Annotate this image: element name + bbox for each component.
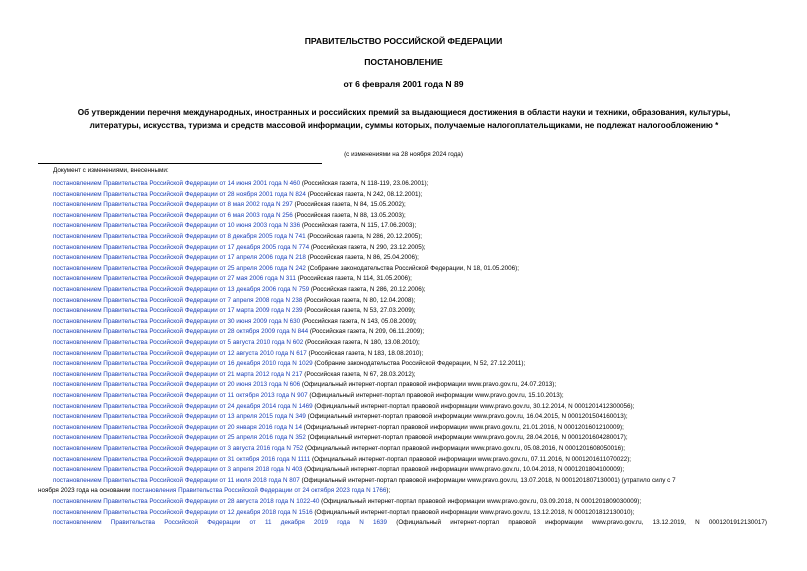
- edition-link[interactable]: постановлением Правительства Российской Федерации от 3 августа 2016 года N 752: [53, 445, 304, 452]
- document-title-line: литературы, искусства, туризма и средств массовой информации, суммы которых, получаемые налогоплательщиками, не подлежат налогообложению *: [89, 121, 719, 130]
- edition-item: [53, 233, 422, 241]
- edition-source: (Официальный интернет-портал правовой информации www.pravo.gov.ru, 10.04.2018, N 0001201804100009);: [302, 466, 625, 474]
- edition-source: (Российская газета, N 88, 13.05.2003);: [292, 211, 406, 219]
- edition-link[interactable]: постановлением Правительства Российской Федерации от 28 августа 2018 года N 1022-40: [53, 498, 320, 505]
- document-date-number: от 6 февраля 2001 года N 89: [343, 79, 464, 89]
- edition-link[interactable]: постановлением Правительства Российской Федерации от 6 мая 2003 года N 256: [53, 211, 293, 219]
- edition-link[interactable]: постановлением Правительства Российской Федерации от 5 августа 2010 года N 602: [53, 339, 304, 346]
- edition-item: [53, 519, 767, 527]
- edition-item: [53, 403, 634, 411]
- edition-item: [53, 201, 406, 209]
- edition-item: [53, 434, 628, 442]
- edition-item: [53, 424, 624, 432]
- edition-source: (Российская газета, N 242, 08.12.2001);: [305, 190, 423, 198]
- edition-source: (Собрание законодательства Российской Федерации, N 52, 27.12.2011);: [312, 360, 526, 368]
- edition-source: (Официальный интернет-портал правовой информации www.pravo.gov.ru, 07.11.2016, N 0001201611070022);: [310, 455, 632, 463]
- edition-item: [53, 371, 416, 379]
- edition-item: [53, 212, 406, 220]
- edition-link[interactable]: постановлением Правительства Российской Федерации от 31 октября 2016 года N 1111: [53, 455, 311, 463]
- edition-link[interactable]: постановлением Правительства Российской Федерации от 20 июня 2013 года N 606: [53, 381, 301, 389]
- edition-item: [53, 244, 426, 252]
- edition-source: );: [386, 487, 391, 495]
- edition-item: [53, 456, 631, 464]
- edition-source: (Российская газета, N 180, 13.08.2010);: [303, 339, 420, 346]
- edition-source: (Российская газета, N 115, 17.06.2003);: [300, 222, 417, 230]
- editions-intro: Документ с изменениями, внесенными:: [53, 167, 169, 174]
- divider: [38, 163, 322, 164]
- edition-item: [53, 180, 428, 188]
- edition-link[interactable]: постановлением Правительства Российской Федерации от 3 апреля 2018 года N 403: [53, 466, 303, 474]
- edition-link[interactable]: постановлением Правительства Российской Федерации от 13 декабря 2006 года N 759: [53, 286, 310, 293]
- edition-link[interactable]: постановлением Правительства Российской Федерации от 27 мая 2006 года N 311: [53, 275, 296, 283]
- edition-source: (Российская газета, N 286, 20.12.2006);: [309, 286, 426, 293]
- edition-source: (Российская газета, N 143, 05.08.2009);: [300, 317, 417, 325]
- edition-link[interactable]: постановлением Правительства Российской Федерации от 13 апреля 2015 года N 349: [53, 413, 306, 421]
- edition-item: [53, 392, 564, 400]
- changes-note: (с изменениями на 28 ноября 2024 года): [344, 151, 463, 158]
- edition-source: (Российская газета, N 286, 20.12.2005);: [305, 233, 423, 240]
- edition-source: (Российская газета, N 53, 27.03.2009);: [302, 307, 416, 315]
- edition-link[interactable]: постановлением Правительства Российской Федерации от 17 декабря 2005 года N 774: [53, 243, 310, 251]
- edition-link[interactable]: постановлением Правительства Российской Федерации от 8 декабря 2005 года N 741: [53, 233, 306, 240]
- edition-link[interactable]: постановлением Правительства Российской Федерации от 7 апреля 2008 года N 238: [53, 296, 303, 304]
- edition-link[interactable]: постановлением Правительства Российской Федерации от 11 июля 2018 года N 807: [53, 476, 300, 484]
- edition-source: (Официальный интернет-портал правовой информации www.pravo.gov.ru, 13.07.2018, N 0001201807130001) (утратило силу с 7: [299, 476, 676, 484]
- edition-link[interactable]: постановлением Правительства Российской Федерации от 24 декабря 2014 года N 1469: [53, 402, 313, 410]
- edition-item: [53, 445, 625, 453]
- edition-source: (Российская газета, N 118-119, 23.06.2001);: [300, 180, 429, 187]
- edition-link[interactable]: постановлением Правительства Российской Федерации от 25 апреля 2016 года N 352: [53, 434, 306, 442]
- edition-item: [53, 318, 417, 326]
- edition-source: (Официальный интернет-портал правовой информации www.pravo.gov.ru, 03.09.2018, N 0001201809030009);: [319, 498, 642, 505]
- edition-item: [53, 191, 422, 199]
- edition-link[interactable]: постановлением Правительства Российской Федерации от 20 января 2016 года N 14: [53, 423, 303, 431]
- edition-link[interactable]: постановлением Правительства Российской Федерации от 12 декабря 2018 года N 1516: [53, 508, 313, 516]
- edition-source: (Российская газета, N 114, 31.05.2006);: [295, 275, 412, 283]
- edition-source: (Российская газета, N 183, 18.08.2010);: [306, 349, 424, 357]
- edition-item: [53, 360, 525, 368]
- edition-source: (Официальный интернет-портал правовой информации www.pravo.gov.ru, 24.07.2013);: [300, 381, 557, 389]
- edition-link[interactable]: постановлением Правительства Российской Федерации от 28 ноября 2001 года N 824: [53, 190, 306, 198]
- document-title: [48, 106, 760, 132]
- edition-link[interactable]: постановлением Правительства Российской Федерации от 12 августа 2010 года N 617: [53, 349, 307, 357]
- edition-link[interactable]: постановлением Правительства Российской Федерации от 25 апреля 2006 года N 242: [53, 264, 306, 272]
- edition-link[interactable]: постановления Правительства Российской Федерации от 24 октября 2023 года N 1766: [132, 487, 387, 495]
- edition-item: [53, 275, 412, 283]
- edition-source: (Российская газета, N 209, 06.11.2009);: [308, 328, 425, 336]
- edition-prefix: ноября 2023 года на основании: [38, 487, 133, 495]
- edition-item: [53, 477, 676, 485]
- edition-item: [53, 339, 420, 347]
- edition-item: [53, 222, 416, 230]
- edition-source: (Официальный интернет-портал правовой информации www.pravo.gov.ru, 28.04.2016, N 0001201604280017);: [305, 434, 628, 442]
- edition-link[interactable]: постановлением Правительства Российской Федерации от 11 октября 2013 года N 907: [53, 392, 308, 399]
- edition-item: [53, 286, 426, 294]
- edition-item: [53, 466, 624, 474]
- edition-item: [53, 350, 423, 358]
- edition-item: [53, 297, 415, 305]
- edition-source: (Собрание законодательства Российской Федерации, N 18, 01.05.2006);: [305, 264, 519, 272]
- edition-item: [53, 254, 419, 262]
- edition-source: (Российская газета, N 84, 15.05.2002);: [292, 201, 406, 209]
- edition-source: (Российская газета, N 67, 28.03.2012);: [302, 370, 416, 378]
- edition-source: (Официальный интернет-портал правовой информации www.pravo.gov.ru, 05.08.2016, N 0001201608050016);: [303, 445, 626, 452]
- edition-source: (Российская газета, N 80, 12.04.2008);: [302, 296, 416, 304]
- edition-source: (Российская газета, N 290, 23.12.2005);: [309, 243, 426, 251]
- edition-item: [53, 498, 641, 506]
- edition-link[interactable]: постановлением Правительства Российской Федерации от 16 декабря 2010 года N 1029: [53, 360, 313, 368]
- edition-link[interactable]: постановлением Правительства Российской Федерации от 21 марта 2012 года N 217: [53, 370, 303, 378]
- edition-link[interactable]: постановлением Правительства Российской Федерации от 30 июня 2009 года N 630: [53, 317, 301, 325]
- edition-source: (Официальный интернет-портал правовой информации www.pravo.gov.ru, 21.01.2016, N 0001201601210009);: [302, 423, 624, 431]
- edition-item: [53, 509, 634, 517]
- edition-item: [38, 487, 390, 495]
- edition-item: [53, 381, 556, 389]
- edition-link[interactable]: постановлением Правительства Российской Федерации от 11 декабря 2019 года N 1639: [53, 519, 388, 527]
- document-title-line: Об утверждении перечня международных, иностранных и российских премий за выдающиеся достижения в области науки и техники, образования, культуры,: [77, 108, 731, 117]
- edition-link[interactable]: постановлением Правительства Российской Федерации от 8 мая 2002 года N 297: [53, 201, 293, 209]
- government-heading: ПРАВИТЕЛЬСТВО РОССИЙСКОЙ ФЕДЕРАЦИИ: [304, 36, 503, 46]
- edition-item: [53, 328, 424, 336]
- edition-source: (Российская газета, N 86, 25.04.2006);: [305, 254, 419, 262]
- edition-link[interactable]: постановлением Правительства Российской Федерации от 17 апреля 2006 года N 218: [53, 254, 306, 262]
- edition-source: (Официальный интернет-портал правовой информации www.pravo.gov.ru, 30.12.2014, N 0001201412300056);: [312, 402, 635, 410]
- edition-item: [53, 307, 416, 315]
- edition-item: [53, 413, 628, 421]
- edition-source: (Официальный интернет-портал правовой информации www.pravo.gov.ru, 15.10.2013);: [307, 392, 564, 399]
- edition-source: (Официальный интернет-портал правовой информации www.pravo.gov.ru, 13.12.2019, N 0001201912130017): [387, 519, 767, 527]
- document-type: ПОСТАНОВЛЕНИЕ: [364, 57, 443, 67]
- edition-link[interactable]: постановлением Правительства Российской Федерации от 28 октября 2009 года N 844: [53, 328, 309, 336]
- edition-link[interactable]: постановлением Правительства Российской Федерации от 17 марта 2009 года N 239: [53, 307, 303, 315]
- edition-source: (Официальный интернет-портал правовой информации www.pravo.gov.ru, 13.12.2018, N 0001201812130010);: [312, 508, 635, 516]
- edition-source: (Официальный интернет-портал правовой информации www.pravo.gov.ru, 16.04.2015, N 0001201504160013);: [305, 413, 628, 421]
- edition-link[interactable]: постановлением Правительства Российской Федерации от 10 июня 2003 года N 336: [53, 222, 301, 230]
- edition-link[interactable]: постановлением Правительства Российской Федерации от 14 июня 2001 года N 460: [53, 180, 301, 187]
- edition-item: [53, 265, 519, 273]
